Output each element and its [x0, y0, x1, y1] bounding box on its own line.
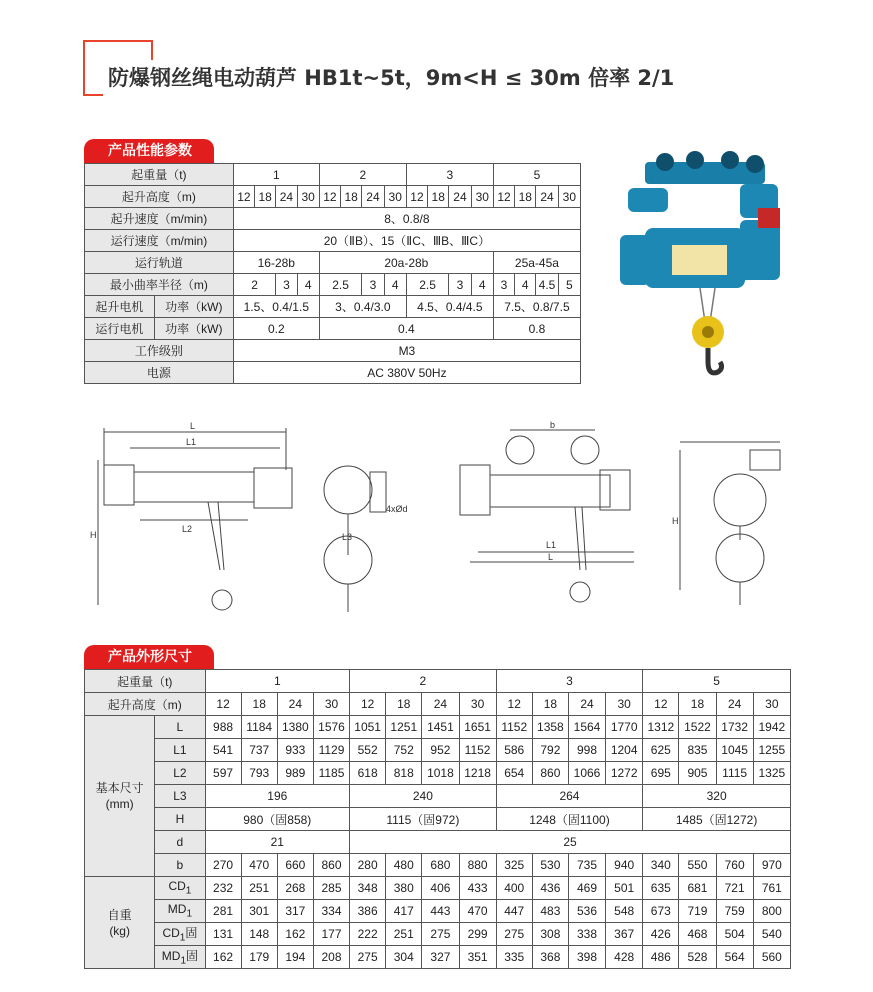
- cell: 16-28b: [233, 252, 319, 274]
- cell: 483: [532, 900, 568, 923]
- performance-table: [84, 163, 581, 384]
- cell: 970: [753, 854, 790, 877]
- cell: 818: [386, 762, 422, 785]
- cell: 24: [536, 186, 558, 208]
- cell: 148: [241, 923, 277, 946]
- row-label: 起重量（t): [85, 164, 234, 186]
- cell: 1204: [606, 739, 643, 762]
- row-label: 运行速度（m/min): [85, 230, 234, 252]
- cell: 470: [459, 900, 496, 923]
- cell: 760: [716, 854, 753, 877]
- row-label: [155, 900, 205, 923]
- cell: 988: [205, 716, 241, 739]
- cell: 552: [350, 739, 386, 762]
- label-4xd: 4xØd: [386, 504, 408, 514]
- cell: 301: [241, 900, 277, 923]
- cell: 281: [205, 900, 241, 923]
- cell: 30: [558, 186, 580, 208]
- cell: 8、0.8/8: [233, 208, 580, 230]
- cell: 30: [313, 693, 349, 716]
- cell: 406: [422, 877, 459, 900]
- cell: 18: [532, 693, 568, 716]
- cell: 721: [716, 877, 753, 900]
- row-label: L1: [155, 739, 205, 762]
- cell: 30: [384, 186, 406, 208]
- hook-block: [692, 288, 724, 373]
- cell: 980（固858): [205, 808, 350, 831]
- cell: 1248（固1100): [496, 808, 643, 831]
- trolley: [628, 151, 778, 218]
- label-Lb: L: [548, 552, 554, 562]
- cell: 30: [471, 186, 493, 208]
- cell: 232: [205, 877, 241, 900]
- cell: 18: [515, 186, 536, 208]
- cell: 280: [350, 854, 386, 877]
- cell: 468: [679, 923, 716, 946]
- cell: 398: [568, 946, 605, 969]
- perf-row-power-supply: [85, 362, 581, 384]
- cell: 1942: [753, 716, 790, 739]
- row-label-sub: 1: [186, 908, 193, 920]
- cell: 1115: [716, 762, 753, 785]
- cell: 860: [532, 762, 568, 785]
- group-unit: (mm): [105, 797, 134, 811]
- cell: 317: [277, 900, 313, 923]
- drawing-trolley-front-view: [460, 430, 634, 602]
- perf-row-travel-motor: [85, 318, 581, 340]
- cell: 25: [350, 831, 791, 854]
- cell: 222: [350, 923, 386, 946]
- group-unit: (kg): [109, 923, 130, 938]
- cell: 380: [386, 877, 422, 900]
- cell: 18: [428, 186, 449, 208]
- row-label-suffix: 固: [186, 949, 199, 964]
- cell: 30: [297, 186, 319, 208]
- row-label: b: [155, 854, 205, 877]
- row-label-sub: 1: [185, 885, 192, 897]
- cell: 905: [679, 762, 716, 785]
- cell: 486: [643, 946, 679, 969]
- cell: 18: [679, 693, 716, 716]
- cell: 952: [422, 739, 459, 762]
- cell: 12: [406, 186, 427, 208]
- cell: 2: [350, 670, 497, 693]
- hoist-body: [620, 208, 780, 288]
- perf-row-track: [85, 252, 581, 274]
- row-label: 运行轨道: [85, 252, 234, 274]
- cell: 673: [643, 900, 679, 923]
- technical-drawings: [90, 420, 800, 625]
- cell: 367: [606, 923, 643, 946]
- row-label: 工作级别: [85, 340, 234, 362]
- cell: 4: [384, 274, 406, 296]
- cell: 695: [643, 762, 679, 785]
- perf-row-lift-speed: [85, 208, 581, 230]
- cell: 264: [496, 785, 643, 808]
- cell: 196: [205, 785, 350, 808]
- row-label: L: [155, 716, 205, 739]
- cell: 530: [532, 854, 568, 877]
- cell: 719: [679, 900, 716, 923]
- cell: 1358: [532, 716, 568, 739]
- drawing-trolley-side-view: [680, 442, 780, 605]
- dims-tab: 产品外形尺寸: [84, 645, 214, 669]
- cell: 18: [255, 186, 276, 208]
- drawing-side-view: [324, 466, 386, 612]
- cell: 12: [643, 693, 679, 716]
- group-label: 基本尺寸: [95, 781, 144, 795]
- cell: 208: [313, 946, 349, 969]
- cell: 368: [532, 946, 568, 969]
- row-label-text: MD: [161, 949, 181, 964]
- cell: 275: [496, 923, 532, 946]
- cell: 7.5、0.8/7.5: [493, 296, 580, 318]
- cell: 1576: [313, 716, 349, 739]
- cell: 501: [606, 877, 643, 900]
- cell: 1255: [753, 739, 790, 762]
- cell: 2.5: [406, 274, 449, 296]
- group-label: 自重: [107, 907, 132, 922]
- cell: 327: [422, 946, 459, 969]
- cell: 3、0.4/3.0: [319, 296, 406, 318]
- row-label-suffix: 固: [185, 926, 198, 941]
- row-label: [155, 946, 205, 969]
- cell: 3: [493, 274, 514, 296]
- cell: 1: [205, 670, 350, 693]
- cell: 447: [496, 900, 532, 923]
- cell: 528: [679, 946, 716, 969]
- row-label: [155, 877, 205, 900]
- row-label: 运行电机: [85, 318, 155, 340]
- cell: 340: [643, 854, 679, 877]
- cell: 480: [386, 854, 422, 877]
- cell: 2: [319, 164, 406, 186]
- cell: 737: [241, 739, 277, 762]
- cell: 4.5: [536, 274, 558, 296]
- cell: 1129: [313, 739, 349, 762]
- cell: 1218: [459, 762, 496, 785]
- cell: 2.5: [319, 274, 362, 296]
- cell: 1.5、0.4/1.5: [233, 296, 319, 318]
- cell: 761: [753, 877, 790, 900]
- dims-row-d: [85, 831, 791, 854]
- cell: 30: [606, 693, 643, 716]
- cell: 752: [386, 739, 422, 762]
- row-label: 起升高度（m): [85, 186, 234, 208]
- label-L1b: L1: [546, 540, 557, 550]
- label-Hb: H: [672, 516, 679, 526]
- cell: 24: [716, 693, 753, 716]
- cell: 24: [449, 186, 471, 208]
- row-label-text: MD: [167, 902, 187, 917]
- cell: 1018: [422, 762, 459, 785]
- cell: 1066: [568, 762, 605, 785]
- cell: 1770: [606, 716, 643, 739]
- cell: 3: [276, 274, 297, 296]
- row-sublabel: 功率（kW): [154, 318, 233, 340]
- cell: 2: [233, 274, 276, 296]
- row-label: 起升电机: [85, 296, 155, 318]
- cell: 1152: [496, 716, 532, 739]
- row-label: d: [155, 831, 205, 854]
- cell: 325: [496, 854, 532, 877]
- dims-row-L2: [85, 762, 791, 785]
- row-label: 起重量（t): [85, 670, 206, 693]
- cell: 162: [277, 923, 313, 946]
- cell: 275: [350, 946, 386, 969]
- dims-row-MD1: [85, 900, 791, 923]
- cell: 735: [568, 854, 605, 877]
- label-H: H: [90, 530, 97, 540]
- perf-row-height: [85, 186, 581, 208]
- cell: 1451: [422, 716, 459, 739]
- cell: 635: [643, 877, 679, 900]
- cell: 1152: [459, 739, 496, 762]
- cell: 335: [496, 946, 532, 969]
- row-label-text: CD: [162, 926, 180, 941]
- cell: 24: [422, 693, 459, 716]
- cell: AC 380V 50Hz: [233, 362, 580, 384]
- cell: 564: [716, 946, 753, 969]
- perf-row-travel-speed: [85, 230, 581, 252]
- cell: 536: [568, 900, 605, 923]
- perf-tab: 产品性能参数: [84, 139, 214, 163]
- cell: 179: [241, 946, 277, 969]
- cell: 433: [459, 877, 496, 900]
- cell: 1312: [643, 716, 679, 739]
- cell: 18: [386, 693, 422, 716]
- cell: 24: [362, 186, 384, 208]
- cell: 1380: [277, 716, 313, 739]
- label-L2: L2: [182, 524, 193, 534]
- perf-row-capacity: [85, 164, 581, 186]
- dims-row-MD1-fixed: [85, 946, 791, 969]
- cell: 24: [277, 693, 313, 716]
- cell: 1522: [679, 716, 716, 739]
- cell: 12: [350, 693, 386, 716]
- cell: 348: [350, 877, 386, 900]
- cell: 618: [350, 762, 386, 785]
- perf-row-duty: [85, 340, 581, 362]
- cell: 759: [716, 900, 753, 923]
- dims-row-L3: [85, 785, 791, 808]
- dims-row-height: [85, 693, 791, 716]
- dims-row-CD1-fixed: [85, 923, 791, 946]
- label-L1: L1: [186, 437, 197, 447]
- row-label-sub: 1: [180, 955, 186, 967]
- cell: 680: [422, 854, 459, 877]
- cell: 469: [568, 877, 605, 900]
- cell: 334: [313, 900, 349, 923]
- cell: 1272: [606, 762, 643, 785]
- row-label: L3: [155, 785, 205, 808]
- cell: 270: [205, 854, 241, 877]
- cell: 5: [558, 274, 580, 296]
- group-weight: [85, 877, 155, 969]
- cell: 5: [493, 164, 580, 186]
- cell: 308: [532, 923, 568, 946]
- cell: 4: [297, 274, 319, 296]
- cell: 30: [753, 693, 790, 716]
- row-label-text: CD: [168, 879, 186, 894]
- cell: 1115（固972): [350, 808, 497, 831]
- cell: 548: [606, 900, 643, 923]
- cell: 12: [496, 693, 532, 716]
- cell: 1045: [716, 739, 753, 762]
- row-label-sub: 1: [179, 932, 186, 944]
- cell: 4: [471, 274, 493, 296]
- cell: 162: [205, 946, 241, 969]
- dims-row-CD1: [85, 877, 791, 900]
- row-label: [155, 923, 205, 946]
- drawing-front-view: [98, 428, 292, 610]
- cell: 443: [422, 900, 459, 923]
- cell: 5: [643, 670, 791, 693]
- dims-row-b: [85, 854, 791, 877]
- cell: 240: [350, 785, 497, 808]
- cell: 1184: [241, 716, 277, 739]
- cell: 560: [753, 946, 790, 969]
- cell: 504: [716, 923, 753, 946]
- dimensions-table: [84, 669, 791, 969]
- cell: 12: [233, 186, 254, 208]
- dims-row-capacity: [85, 670, 791, 693]
- cell: 940: [606, 854, 643, 877]
- cell: 320: [643, 785, 791, 808]
- cell: 3: [362, 274, 384, 296]
- cell: 597: [205, 762, 241, 785]
- cell: 0.8: [493, 318, 580, 340]
- cell: 194: [277, 946, 313, 969]
- cell: 470: [241, 854, 277, 877]
- cell: 20a-28b: [319, 252, 493, 274]
- cell: 681: [679, 877, 716, 900]
- cell: 12: [319, 186, 340, 208]
- dims-row-L1: [85, 739, 791, 762]
- cell: 1325: [753, 762, 790, 785]
- cell: 860: [313, 854, 349, 877]
- cell: 989: [277, 762, 313, 785]
- label-b: b: [550, 420, 556, 430]
- cell: 1732: [716, 716, 753, 739]
- cell: 540: [753, 923, 790, 946]
- row-label: L2: [155, 762, 205, 785]
- group-basic-dims: [85, 716, 155, 877]
- cell: 1051: [350, 716, 386, 739]
- cell: 4: [515, 274, 536, 296]
- cell: 1251: [386, 716, 422, 739]
- cell: 18: [341, 186, 362, 208]
- cell: 417: [386, 900, 422, 923]
- cell: 275: [422, 923, 459, 946]
- cell: 1485（固1272): [643, 808, 791, 831]
- cell: 426: [643, 923, 679, 946]
- cell: 304: [386, 946, 422, 969]
- cell: 251: [386, 923, 422, 946]
- cell: 24: [568, 693, 605, 716]
- cell: 338: [568, 923, 605, 946]
- perf-row-lift-motor: [85, 296, 581, 318]
- cell: 386: [350, 900, 386, 923]
- dims-row-L: [85, 716, 791, 739]
- cell: M3: [233, 340, 580, 362]
- dims-row-H: [85, 808, 791, 831]
- cell: 3: [496, 670, 643, 693]
- hoist-photo: [620, 150, 790, 390]
- cell: 1564: [568, 716, 605, 739]
- cell: 792: [532, 739, 568, 762]
- row-label: 最小曲率半径（m): [85, 274, 234, 296]
- page-title: 防爆钢丝绳电动葫芦 HB1t~5t，9m<H ≤ 30m 倍率 2/1: [108, 66, 675, 90]
- cell: 1651: [459, 716, 496, 739]
- cell: 285: [313, 877, 349, 900]
- cell: 18: [241, 693, 277, 716]
- cell: 0.2: [233, 318, 319, 340]
- cell: 586: [496, 739, 532, 762]
- cell: 268: [277, 877, 313, 900]
- cell: 12: [493, 186, 514, 208]
- cell: 3: [449, 274, 471, 296]
- cell: 1185: [313, 762, 349, 785]
- row-label: 起升高度（m): [85, 693, 206, 716]
- cell: 835: [679, 739, 716, 762]
- drawing-labels: [90, 420, 679, 562]
- row-sublabel: 功率（kW): [154, 296, 233, 318]
- cell: 541: [205, 739, 241, 762]
- cell: 793: [241, 762, 277, 785]
- cell: 0.4: [319, 318, 493, 340]
- label-L: L: [190, 421, 196, 431]
- cell: 625: [643, 739, 679, 762]
- cell: 4.5、0.4/4.5: [406, 296, 493, 318]
- cell: 436: [532, 877, 568, 900]
- cell: 998: [568, 739, 605, 762]
- cell: 351: [459, 946, 496, 969]
- cell: 3: [406, 164, 493, 186]
- cell: 550: [679, 854, 716, 877]
- row-label: 起升速度（m/min): [85, 208, 234, 230]
- cell: 800: [753, 900, 790, 923]
- cell: 12: [205, 693, 241, 716]
- cell: 251: [241, 877, 277, 900]
- cell: 21: [205, 831, 350, 854]
- label-L3: L3: [342, 532, 353, 542]
- cell: 299: [459, 923, 496, 946]
- cell: 177: [313, 923, 349, 946]
- cell: 25a-45a: [493, 252, 580, 274]
- perf-row-radius: [85, 274, 581, 296]
- cell: 400: [496, 877, 532, 900]
- cell: 428: [606, 946, 643, 969]
- cell: 20（ⅡB）、15（ⅡC、ⅢB、ⅢC）: [233, 230, 580, 252]
- cell: 131: [205, 923, 241, 946]
- cell: 933: [277, 739, 313, 762]
- cell: 24: [276, 186, 297, 208]
- row-label: H: [155, 808, 205, 831]
- cell: 1: [233, 164, 319, 186]
- row-label: 电源: [85, 362, 234, 384]
- cell: 880: [459, 854, 496, 877]
- cell: 30: [459, 693, 496, 716]
- cell: 660: [277, 854, 313, 877]
- cell: 654: [496, 762, 532, 785]
